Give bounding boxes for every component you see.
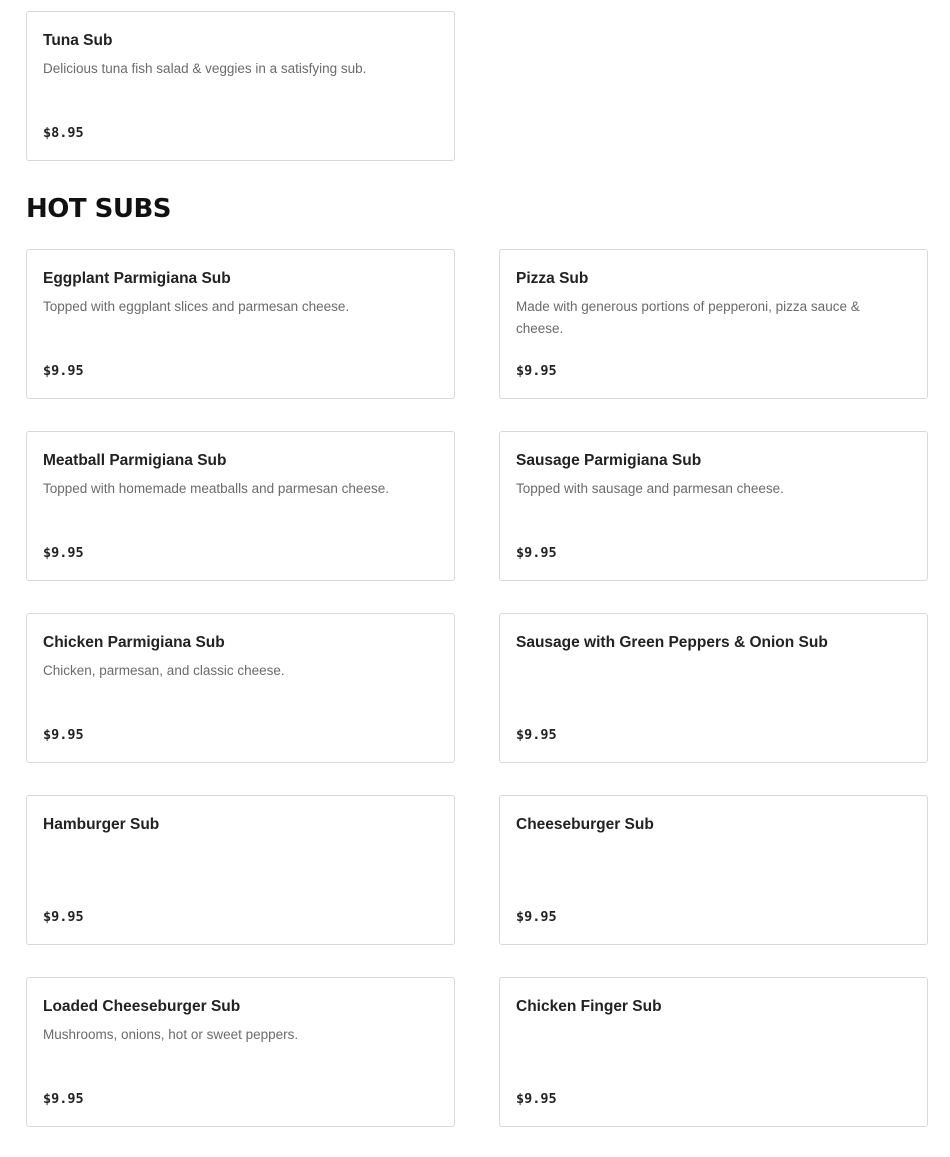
menu-item-description: Chicken, parmesan, and classic cheese.: [43, 663, 285, 678]
menu-item-name: Hamburger Sub: [43, 816, 160, 833]
menu-item-description: Topped with homemade meatballs and parmesan cheese.: [43, 481, 389, 496]
menu-item-card[interactable]: [26, 795, 455, 945]
menu-item-name: Sausage Parmigiana Sub: [516, 452, 702, 469]
menu-item-description: Topped with eggplant slices and parmesan cheese.: [43, 299, 350, 314]
menu-item-price: $9.95: [43, 1091, 84, 1107]
menu-item-name: Pizza Sub: [516, 270, 589, 287]
menu-item-name: Tuna Sub: [43, 32, 113, 49]
menu-item-card[interactable]: [26, 249, 455, 399]
menu-item-description: Mushrooms, onions, hot or sweet peppers.: [43, 1027, 299, 1042]
menu-item-card[interactable]: [499, 795, 928, 945]
menu-item-name: Sausage with Green Peppers & Onion Sub: [516, 634, 828, 651]
menu-item-description: Topped with sausage and parmesan cheese.: [516, 481, 784, 496]
menu-item-price: $9.95: [43, 363, 84, 379]
menu-item-card[interactable]: [499, 613, 928, 763]
menu-item-card[interactable]: [499, 431, 928, 581]
menu-item-price: $9.95: [516, 363, 557, 379]
menu-item-card[interactable]: [26, 977, 455, 1127]
menu-item-price: $9.95: [516, 909, 557, 925]
menu-item-price: $8.95: [43, 125, 84, 141]
menu-item-card[interactable]: [499, 977, 928, 1127]
menu-item-name: Eggplant Parmigiana Sub: [43, 270, 231, 287]
menu-item-price: $9.95: [43, 545, 84, 561]
menu-item-name: Cheeseburger Sub: [516, 816, 654, 833]
menu-item-description: Made with generous portions of pepperoni, pizza sauce & cheese.: [516, 299, 860, 336]
menu-item-price: $9.95: [43, 727, 84, 743]
menu-item-name: Chicken Finger Sub: [516, 998, 662, 1015]
menu-item-price: $9.95: [43, 909, 84, 925]
menu-item-name: Chicken Parmigiana Sub: [43, 634, 225, 651]
menu-item-price: $9.95: [516, 1091, 557, 1107]
menu-item-name: Meatball Parmigiana Sub: [43, 452, 227, 469]
section-heading: HOT SUBS: [26, 194, 172, 224]
menu-item-name: Loaded Cheeseburger Sub: [43, 998, 241, 1015]
menu-item-description: Delicious tuna fish salad & veggies in a satisfying sub.: [43, 61, 367, 76]
menu-item-card[interactable]: [499, 249, 928, 399]
menu-item-card[interactable]: [26, 431, 455, 581]
menu-item-price: $9.95: [516, 727, 557, 743]
menu-item-card[interactable]: [26, 613, 455, 763]
menu-item-card[interactable]: [26, 11, 455, 161]
menu-item-price: $9.95: [516, 545, 557, 561]
